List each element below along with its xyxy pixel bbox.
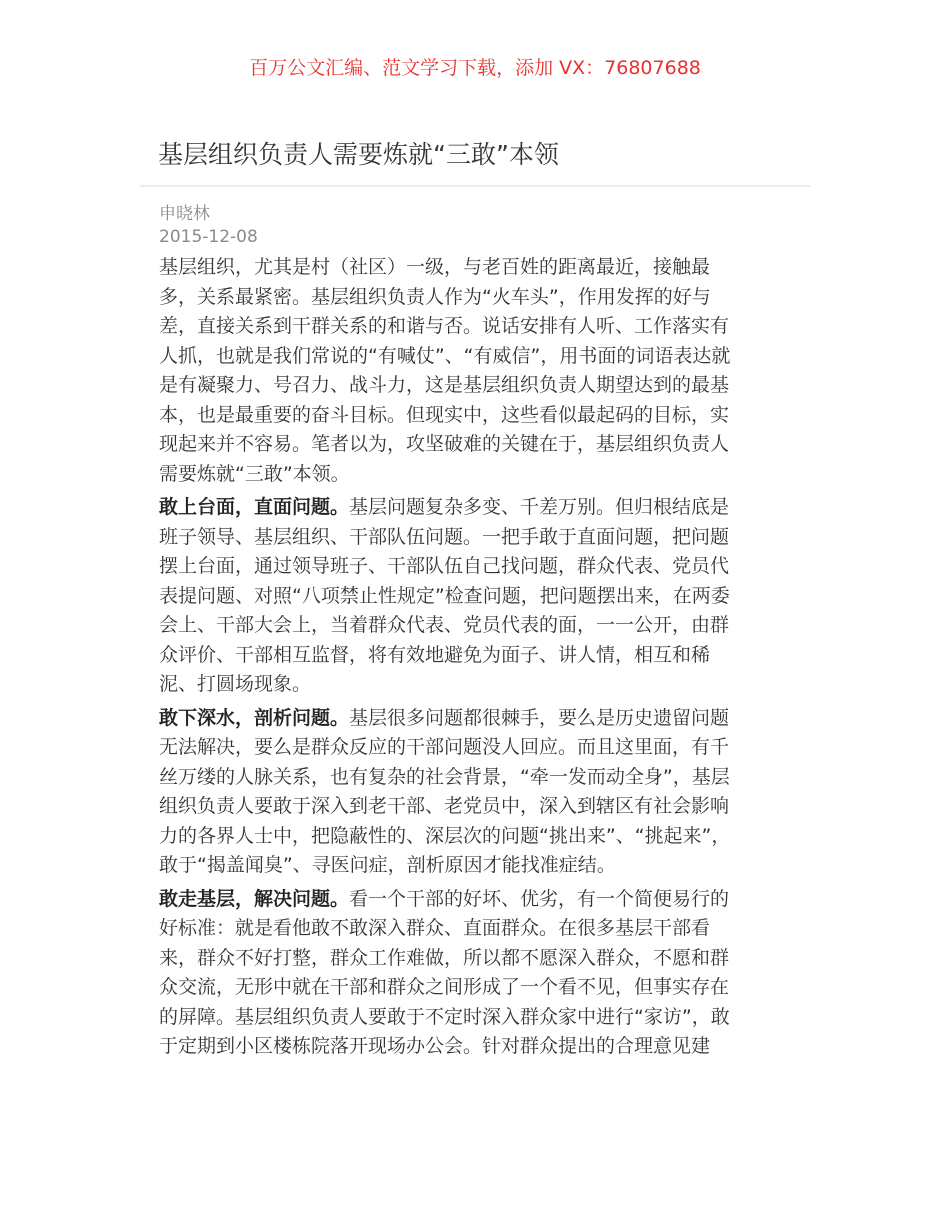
text-line: 丝万缕的人脉关系，也有复杂的社会背景，“牵一发而动全身”，基层 bbox=[159, 765, 730, 788]
text-line: 差，直接关系到干群关系的和谐与否。说话安排有人听、工作落实有 bbox=[159, 315, 730, 337]
text-run: 看一个干部的好坏、优劣，有一个简便易行的 bbox=[349, 887, 730, 910]
text-line: 摆上台面，通过领导班子、干部队伍自己找问题，群众代表、党员代 bbox=[159, 555, 730, 577]
text-line: 无法解决，要么是群众反应的干部问题没人回应。而且这里面，有千 bbox=[159, 736, 730, 758]
text-line: 需要炼就“三敢”本领。 bbox=[159, 462, 350, 485]
article-title: 基层组织负责人需要炼就“三敢”本领 bbox=[158, 140, 559, 169]
paragraph-intro bbox=[159, 253, 799, 489]
text-line: 现起来并不容易。笔者以为，攻坚破难的关键在于，基层组织负责人 bbox=[159, 433, 730, 455]
title-divider bbox=[140, 185, 810, 187]
text-line: 人抓，也就是我们常说的“有喊仗”、“有威信”，用书面的词语表达就 bbox=[159, 344, 731, 367]
text-run: 基层问题复杂多变、千差万别。但归根结底是 bbox=[349, 496, 730, 518]
text-line: 会上、干部大会上，当着群众代表、党员代表的面，一一公开，由群 bbox=[159, 614, 730, 636]
article-body bbox=[159, 253, 799, 1066]
paragraph-solve-problems bbox=[159, 885, 799, 1062]
text-line: 泥、打圆场现象。 bbox=[159, 673, 312, 695]
text-line: 本，也是最重要的奋斗目标。但现实中，这些看似最起码的目标，实 bbox=[159, 403, 730, 426]
text-line: 来，群众不好打整，群众工作难做，所以都不愿深入群众，不愿和群 bbox=[159, 946, 730, 969]
text-line: 好标准：就是看他敢不敢深入群众、直面群众。在很多基层干部看 bbox=[159, 917, 711, 939]
text-line: 组织负责人要敢于深入到老干部、老党员中，深入到辖区有社会影响 bbox=[159, 795, 730, 817]
text-line: 班子领导、基层组织、干部队伍问题。一把手敢于直面问题，把问题 bbox=[159, 525, 730, 548]
text-line: 敢于“揭盖闻臭”、寻医问症，剖析原因才能找准症结。 bbox=[159, 854, 616, 876]
text-line: 基层组织，尤其是村（社区）一级，与老百姓的距离最近，接触最 bbox=[159, 256, 711, 278]
text-line: 众交流，无形中就在干部和群众之间形成了一个看不见，但事实存在 bbox=[159, 976, 730, 998]
paragraph-lead: 敢下深水，剖析问题。 bbox=[159, 706, 350, 729]
text-line: 于定期到小区楼栋院落开现场办公会。针对群众提出的合理意见建 bbox=[159, 1035, 711, 1057]
text-line bbox=[159, 493, 799, 523]
text-line bbox=[159, 885, 799, 915]
text-line: 表提问题、对照“八项禁止性规定”检查问题，把问题摆出来，在两委 bbox=[159, 584, 730, 607]
paragraph-lead: 敢走基层，解决问题。 bbox=[159, 887, 350, 910]
text-line: 的屏障。基层组织负责人要敢于不定时深入群众家中进行“家访”，敢 bbox=[159, 1005, 730, 1028]
text-line: 是有凝聚力、号召力、战斗力，这是基层组织负责人期望达到的最基 bbox=[159, 374, 730, 396]
text-line: 多，关系最紧密。基层组织负责人作为“火车头”，作用发挥的好与 bbox=[159, 285, 711, 308]
text-run: 基层很多问题都很棘手，要么是历史遗留问题 bbox=[349, 706, 730, 729]
article-author: 申晓林 bbox=[159, 204, 210, 224]
text-line: 力的各界人士中，把隐蔽性的、深层次的问题“挑出来”、“挑起来”， bbox=[159, 824, 731, 847]
paragraph-analyze-problems bbox=[159, 704, 799, 881]
paragraph-lead: 敢上台面，直面问题。 bbox=[159, 496, 350, 518]
text-line: 众评价、干部相互监督，将有效地避免为面子、讲人情，相互和稀 bbox=[159, 643, 711, 666]
download-banner: 百万公文汇编、范文学习下载，添加 VX：76807688 bbox=[249, 57, 701, 79]
text-line bbox=[159, 704, 799, 734]
paragraph-face-problems bbox=[159, 493, 799, 700]
article-date: 2015-12-08 bbox=[159, 227, 258, 247]
